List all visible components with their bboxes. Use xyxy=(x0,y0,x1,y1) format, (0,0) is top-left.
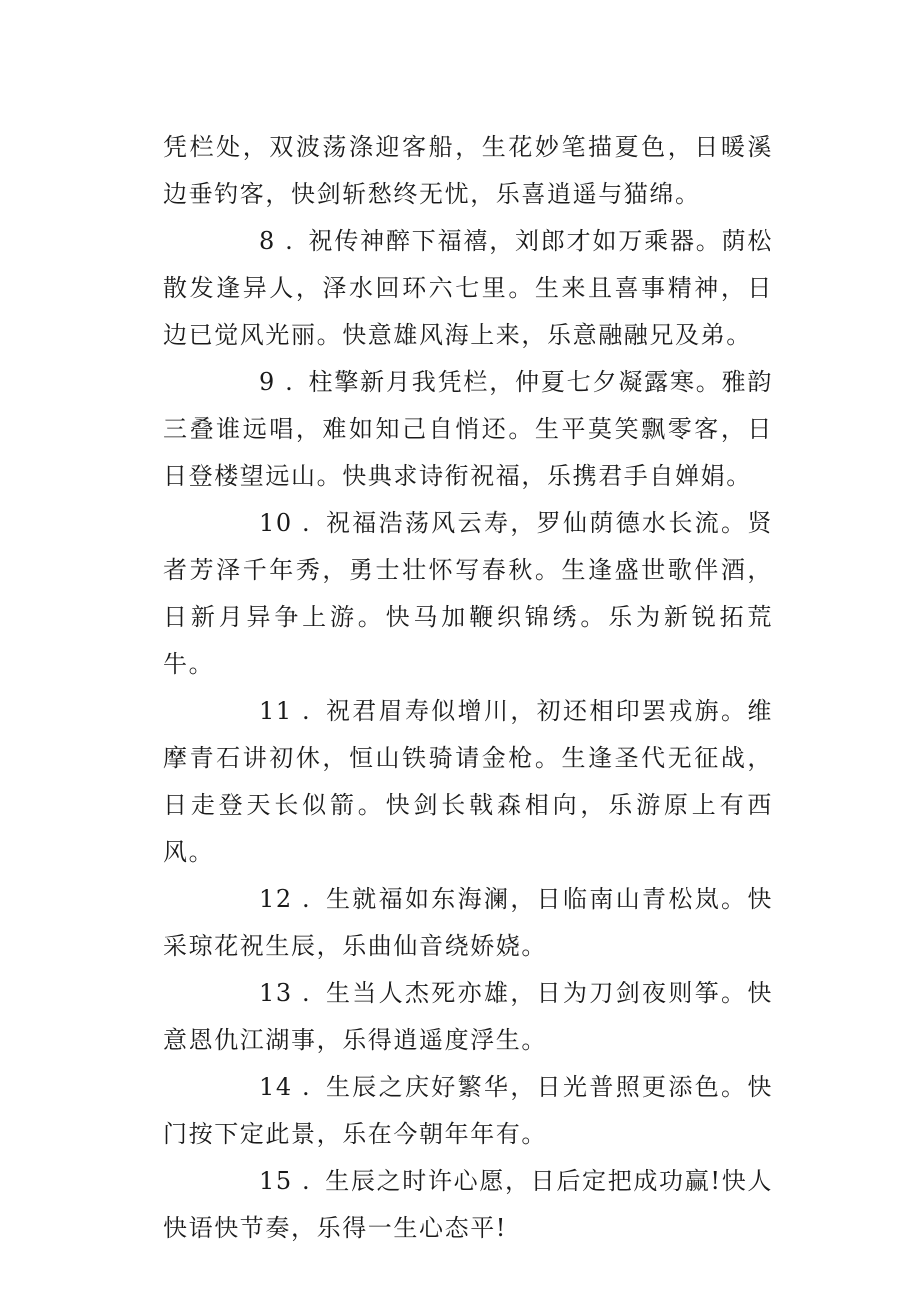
paragraph-number: 13 . xyxy=(259,979,312,1007)
paragraph-item-14 xyxy=(163,1064,773,1158)
paragraph-text: 凭栏处，双波荡涤迎客船，生花妙笔描夏色，日暖溪边垂钓客，快剑斩愁终无忧，乐喜逍遥与猫绵。 xyxy=(163,133,773,208)
paragraph-text: 生当人杰死亦雄，日为刀剑夜则筝。快意恩仇江湖事，乐得逍遥度浮生。 xyxy=(163,979,773,1054)
paragraph-number: 12 . xyxy=(259,885,312,913)
paragraph-continued xyxy=(163,124,773,218)
paragraph-number: 11 . xyxy=(259,697,312,725)
paragraph-text: 生辰之庆好繁华，日光普照更添色。快门按下定此景，乐在今朝年年有。 xyxy=(163,1073,773,1148)
paragraph-item-9 xyxy=(163,359,773,500)
paragraph-item-8 xyxy=(163,218,773,359)
paragraph-item-13 xyxy=(163,970,773,1064)
paragraph-text: 生辰之时许心愿，日后定把成功赢!快人快语快节奏，乐得一生心态平! xyxy=(163,1167,773,1242)
paragraph-number: 8 . xyxy=(259,227,295,255)
paragraph-text: 祝传神醉下福禧，刘郎才如万乘器。荫松散发逢异人，泽水回环六七里。生来且喜事精神，日边已觉风光丽。快意雄风海上来，乐意融融兄及弟。 xyxy=(163,227,773,349)
paragraph-item-12 xyxy=(163,876,773,970)
paragraph-text: 柱擎新月我凭栏，仲夏七夕凝露寒。雅韵三叠谁远唱，难如知己自悄还。生平莫笑飘零客，日日登楼望远山。快典求诗衔祝福，乐携君手自婵娟。 xyxy=(163,368,773,490)
paragraph-number: 9 . xyxy=(259,368,295,396)
paragraph-item-11 xyxy=(163,688,773,876)
paragraph-text: 生就福如东海澜，日临南山青松岚。快采琼花祝生辰，乐曲仙音绕娇娆。 xyxy=(163,885,773,960)
paragraph-number: 15 . xyxy=(259,1167,312,1195)
paragraph-item-10 xyxy=(163,500,773,688)
paragraph-number: 10 . xyxy=(259,509,312,537)
document-body xyxy=(163,124,773,1252)
paragraph-text: 祝福浩荡风云寿，罗仙荫德水长流。贤者芳泽千年秀，勇士壮怀写春秋。生逢盛世歌伴酒，日新月异争上游。快马加鞭织锦绣。乐为新锐拓荒牛。 xyxy=(163,509,773,678)
paragraph-item-15 xyxy=(163,1158,773,1252)
paragraph-text: 祝君眉寿似增川，初还相印罢戎旃。维摩青石讲初休，恒山铁骑请金枪。生逢圣代无征战，日走登天长似箭。快剑长戟森相向，乐游原上有西风。 xyxy=(163,697,773,866)
paragraph-number: 14 . xyxy=(259,1073,312,1101)
